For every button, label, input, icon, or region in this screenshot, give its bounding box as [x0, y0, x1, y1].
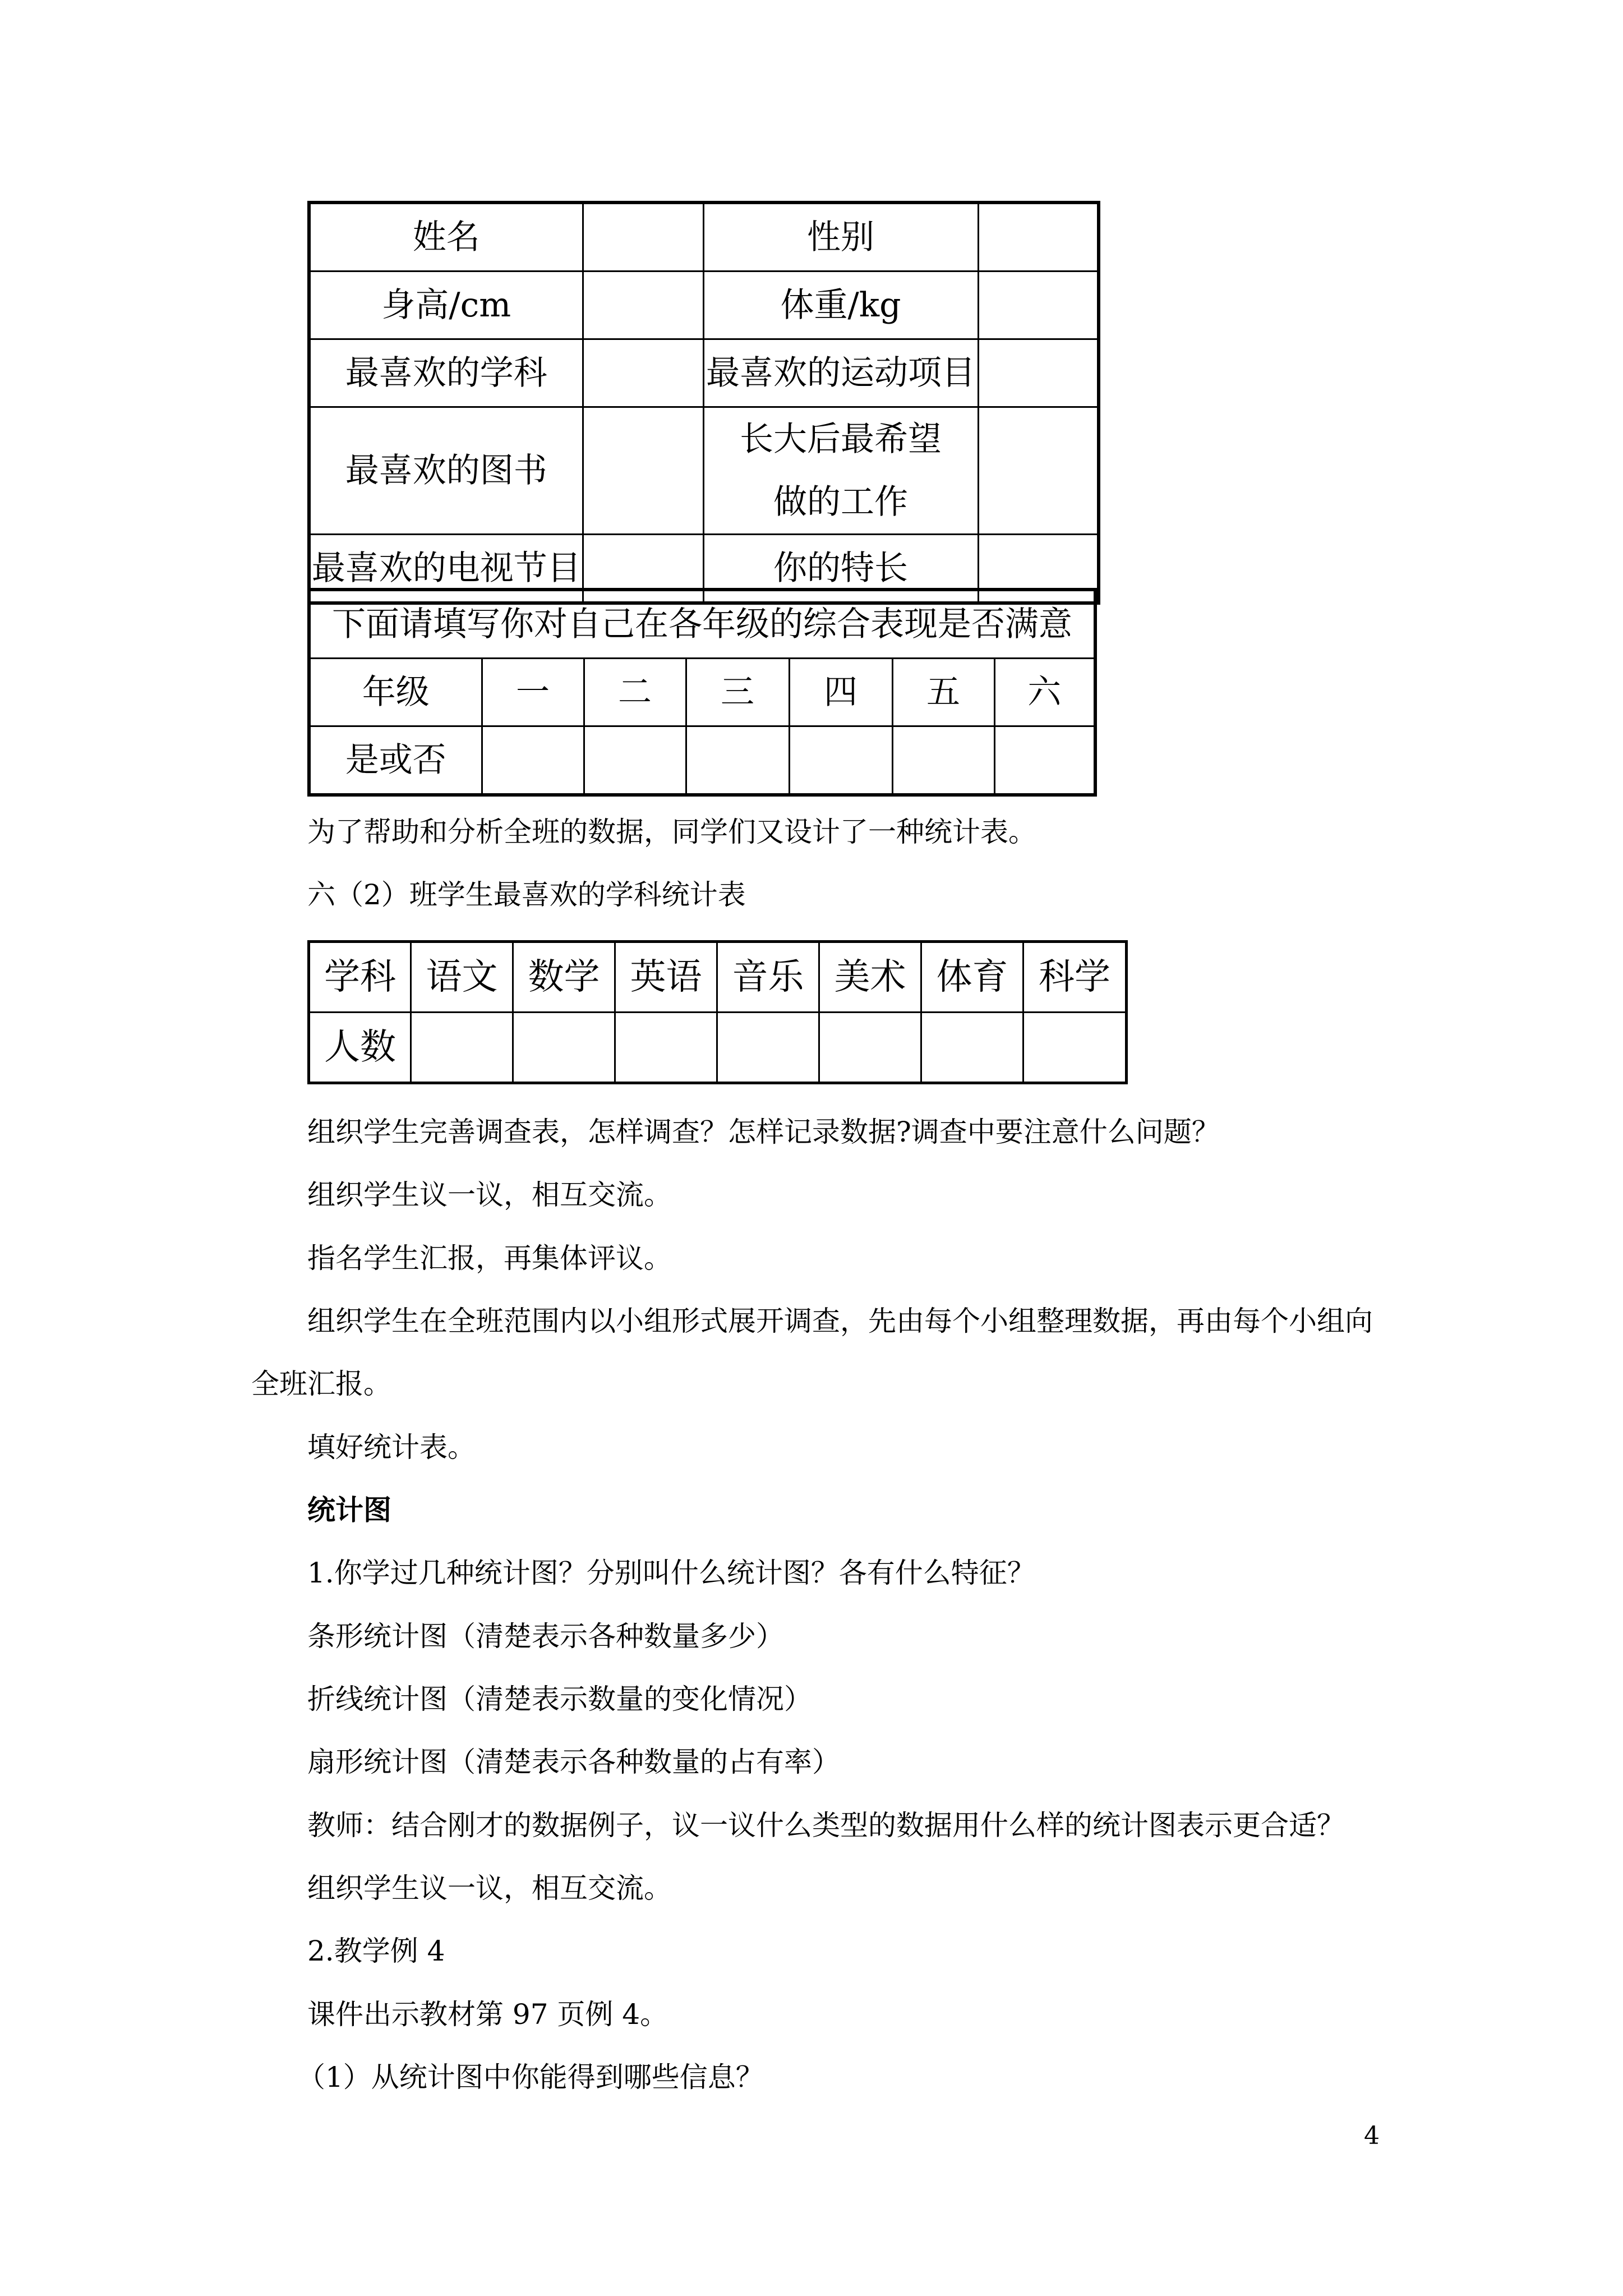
- count-label: 人数: [309, 1013, 411, 1083]
- satisfaction-header: 下面请填写你对自己在各年级的综合表现是否满意: [309, 590, 1095, 659]
- paragraph: 折线统计图（清楚表示数量的变化情况）: [307, 1683, 812, 1715]
- height-cell[interactable]: [583, 272, 703, 339]
- grade-label: 年级: [309, 659, 482, 726]
- satisfaction-table: [307, 588, 1097, 797]
- talent-label: 你的特长: [703, 535, 978, 604]
- paragraph: 2.教学例 4: [307, 1935, 445, 1967]
- answer-label: 是或否: [309, 726, 482, 795]
- grade-cell: 五: [892, 659, 994, 726]
- table-row: [309, 272, 1099, 339]
- grade-cell: 三: [686, 659, 789, 726]
- subject-cell: 音乐: [717, 942, 819, 1013]
- paragraph: 组织学生在全班范围内以小组形式展开调查，先由每个小组整理数据，再由每个小组向: [307, 1305, 1373, 1337]
- table-row: [309, 590, 1095, 659]
- intro-paragraph: 为了帮助和分析全班的数据，同学们又设计了一种统计表。: [307, 816, 1036, 848]
- table-row: [309, 407, 1099, 535]
- count-cell[interactable]: [819, 1013, 921, 1083]
- job-cell[interactable]: [978, 407, 1099, 535]
- book-cell[interactable]: [583, 407, 703, 535]
- answer-cell[interactable]: [686, 726, 789, 795]
- job-label: [703, 407, 978, 535]
- subject-cell: 语文: [411, 942, 513, 1013]
- section-heading: 统计图: [307, 1493, 391, 1526]
- answer-cell[interactable]: [789, 726, 892, 795]
- answer-cell[interactable]: [584, 726, 686, 795]
- profile-table: [307, 201, 1100, 605]
- count-cell[interactable]: [717, 1013, 819, 1083]
- paragraph: 组织学生完善调查表，怎样调查？怎样记录数据?调查中要注意什么问题？: [307, 1116, 1220, 1148]
- table-row: [309, 659, 1095, 726]
- paragraph: 扇形统计图（清楚表示各种数量的占有率）: [307, 1746, 840, 1778]
- paragraph: 条形统计图（清楚表示各种数量多少）: [307, 1620, 784, 1653]
- subject-label: 最喜欢的学科: [309, 339, 583, 407]
- subject-header-label: 学科: [309, 942, 411, 1013]
- book-label: 最喜欢的图书: [309, 407, 583, 535]
- job-label-line2: 做的工作: [773, 482, 908, 522]
- tv-label: 最喜欢的电视节目: [309, 535, 583, 604]
- subject-cell: 英语: [615, 942, 717, 1013]
- paragraph: 全班汇报。: [251, 1368, 391, 1400]
- table-row: [309, 726, 1095, 795]
- table-row: [309, 339, 1099, 407]
- paragraph: （1）从统计图中你能得到哪些信息？: [297, 2061, 764, 2093]
- sport-cell[interactable]: [978, 339, 1099, 407]
- count-cell[interactable]: [1023, 1013, 1127, 1083]
- paragraph: 填好统计表。: [307, 1431, 476, 1464]
- table-row: [309, 942, 1127, 1013]
- weight-cell[interactable]: [978, 272, 1099, 339]
- grade-cell: 四: [789, 659, 892, 726]
- gender-label: 性别: [703, 203, 978, 272]
- answer-cell[interactable]: [482, 726, 584, 795]
- job-label-line1: 长大后最希望: [740, 420, 942, 459]
- paragraph: 教师：结合刚才的数据例子，议一议什么类型的数据用什么样的统计图表示更合适？: [307, 1809, 1345, 1842]
- count-cell[interactable]: [411, 1013, 513, 1083]
- table-row: [309, 1013, 1127, 1083]
- sport-label: 最喜欢的运动项目: [703, 339, 978, 407]
- paragraph: 组织学生议一议，相互交流。: [307, 1179, 672, 1211]
- paragraph: 指名学生汇报，再集体评议。: [307, 1242, 672, 1274]
- count-cell[interactable]: [921, 1013, 1023, 1083]
- table-row: [309, 203, 1099, 272]
- page-number: 4: [1364, 2122, 1380, 2150]
- gender-cell[interactable]: [978, 203, 1099, 272]
- height-label: 身高/cm: [309, 272, 583, 339]
- subject-cell: 体育: [921, 942, 1023, 1013]
- name-cell[interactable]: [583, 203, 703, 272]
- subject-cell[interactable]: [583, 339, 703, 407]
- paragraph: 课件出示教材第 97 页例 4。: [307, 1998, 668, 2031]
- count-cell[interactable]: [513, 1013, 615, 1083]
- table3-caption: 六（2）班学生最喜欢的学科统计表: [307, 878, 746, 911]
- subject-cell: 科学: [1023, 942, 1127, 1013]
- name-label: 姓名: [309, 203, 583, 272]
- grade-cell: 一: [482, 659, 584, 726]
- subject-cell: 数学: [513, 942, 615, 1013]
- count-cell[interactable]: [615, 1013, 717, 1083]
- paragraph: 组织学生议一议，相互交流。: [307, 1872, 672, 1904]
- subjects-table: [307, 940, 1128, 1084]
- answer-cell[interactable]: [994, 726, 1095, 795]
- weight-label: 体重/kg: [703, 272, 978, 339]
- answer-cell[interactable]: [892, 726, 994, 795]
- grade-cell: 二: [584, 659, 686, 726]
- subject-cell: 美术: [819, 942, 921, 1013]
- paragraph: 1.你学过几种统计图？分别叫什么统计图？各有什么特征？: [307, 1557, 1035, 1589]
- grade-cell: 六: [994, 659, 1095, 726]
